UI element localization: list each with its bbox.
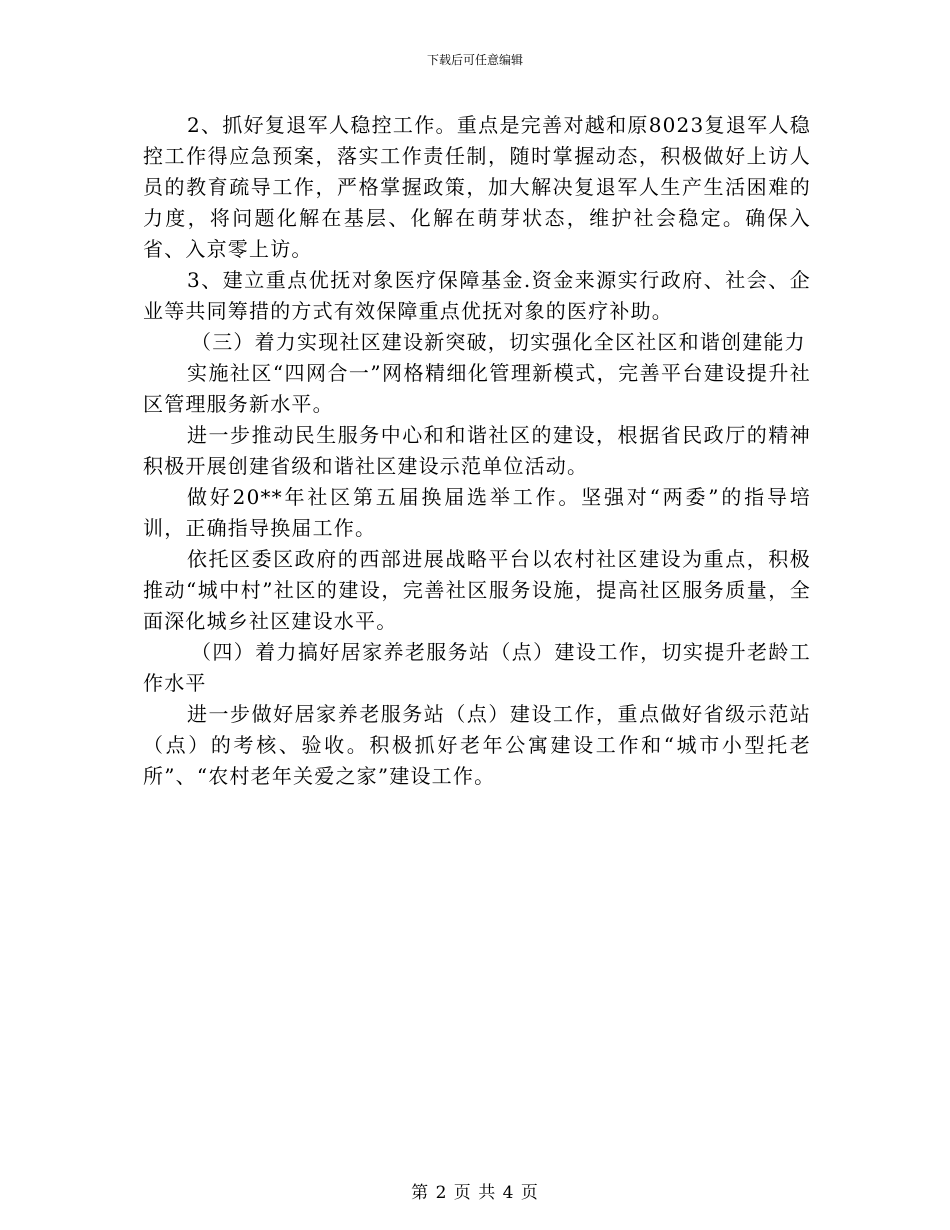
- paragraph-veterans-stability: 2、抓好复退军人稳控工作。重点是完善对越和原8023复退军人稳控工作得应急预案，落实工作责任制，随时掌握动态，积极做好上访人员的教育疏导工作，严格掌握政策，加大解决复退军人生产生活困难的力度，将问题化解在基层、化解在萌芽状态，维护社会稳定。确保入省、入京零上访。: [143, 113, 811, 261]
- page-header: 下载后可任意编辑: [426, 53, 523, 67]
- paragraph-service-center: 进一步推动民生服务中心和和谐社区的建设，根据省民政厅的精神积极开展创建省级和谐社区建设示范单位活动。: [143, 423, 811, 478]
- section-heading-community: （三）着力实现社区建设新突破，切实强化全区社区和谐创建能力: [191, 330, 806, 354]
- paragraph-medical-fund: 3、建立重点优抚对象医疗保障基金.资金来源实行政府、社会、企业等共同筹措的方式有效保障重点优抚对象的医疗补助。: [143, 268, 811, 323]
- document-body: [143, 110, 811, 792]
- section-heading-elderly-care: （四）着力搞好居家养老服务站（点）建设工作，切实提升老龄工作水平: [143, 640, 811, 695]
- paragraph-election: 做好20**年社区第五届换届选举工作。坚强对“两委”的指导培训，正确指导换届工作。: [143, 485, 811, 540]
- page-number: 第 2 页 共 4 页: [411, 1183, 539, 1203]
- paragraph-rural-community: 依托区委区政府的西部进展战略平台以农村社区建设为重点，积极推动“城中村”社区的建设，完善社区服务设施，提高社区服务质量，全面深化城乡社区建设水平。: [143, 547, 811, 633]
- paragraph-grid-management: 实施社区“四网合一”网格精细化管理新模式，完善平台建设提升社区管理服务新水平。: [143, 361, 811, 416]
- paragraph-elderly-stations: 进一步做好居家养老服务站（点）建设工作，重点做好省级示范站（点）的考核、验收。积极抓好老年公寓建设工作和“城市小型托老所”、“农村老年关爱之家”建设工作。: [143, 702, 811, 788]
